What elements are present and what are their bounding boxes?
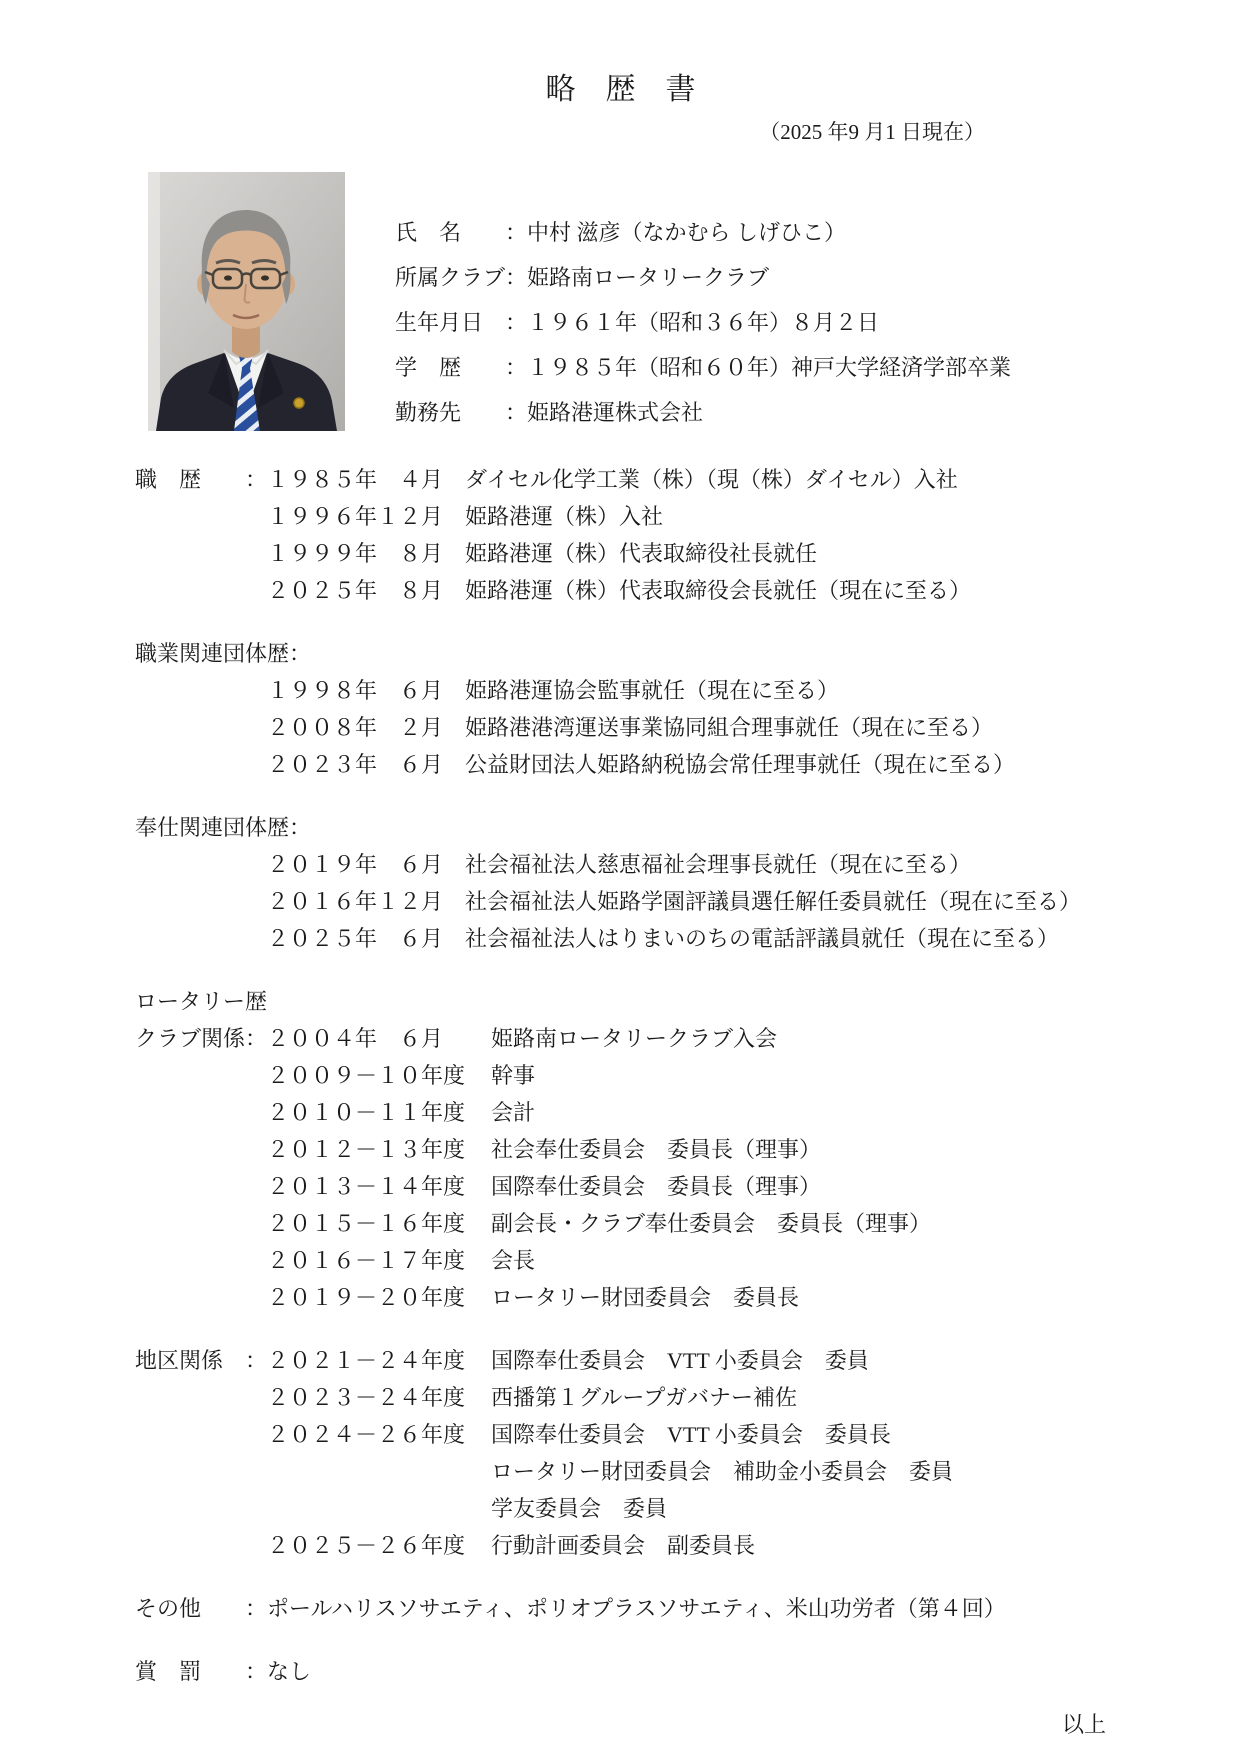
- portrait-photo: [148, 172, 345, 431]
- term: ２０１０－１１年度: [267, 1100, 466, 1125]
- profile-value: 姫路南ロータリークラブ: [527, 265, 770, 290]
- district-row: [135, 1490, 1106, 1527]
- page-title: 略 歴 書: [545, 73, 696, 106]
- label-spacer: [135, 1416, 267, 1453]
- label-spacer: [135, 1094, 267, 1131]
- label-spacer: [135, 1057, 267, 1094]
- entry-text: 姫路港運（株）入社: [465, 504, 664, 529]
- label-spacer: [135, 883, 267, 920]
- term: ２０１６－１７年度: [267, 1248, 466, 1273]
- entry-date: １９９９年 ８月: [267, 541, 444, 566]
- career-label: 職 歴 ：: [135, 467, 268, 492]
- resume-body: [135, 461, 1106, 1743]
- district-label: 地区関係 ：: [135, 1348, 268, 1373]
- entry-text: ダイセル化学工業（株）（現（株）ダイセル）入社: [465, 467, 958, 492]
- term: ２０２５－２６年度: [267, 1533, 466, 1558]
- rotary-club-label: クラブ関係：: [135, 1026, 268, 1051]
- entry-date: ２０２５年 ８月: [267, 578, 444, 603]
- label-spacer: [135, 846, 267, 883]
- entry-date: １９８５年 ４月: [267, 467, 444, 492]
- profile-value: １９８５年（昭和６０年）神戸大学経済学部卒業: [527, 355, 1012, 380]
- term: ２０２１－２４年度: [267, 1348, 466, 1373]
- profile-row-birthdate: [395, 300, 1011, 345]
- career-row: [135, 572, 1106, 609]
- label-spacer: [135, 1131, 267, 1168]
- label-spacer: [135, 746, 267, 783]
- role-text: ロータリー財団委員会 補助金小委員会 委員: [491, 1459, 954, 1484]
- section-rotary: [135, 983, 1106, 1316]
- entry-text: 公益財団法人姫路納税協会常任理事就任（現在に至る）: [465, 752, 1016, 777]
- profile-row-name: [395, 210, 1011, 255]
- label-spacer: [135, 1205, 267, 1242]
- reward-value: なし: [267, 1659, 312, 1684]
- date-note: （2025 年9 月1 日現在）: [759, 120, 985, 144]
- profile-value: １９６１年（昭和３６年）８月２日: [527, 310, 880, 335]
- entry-date: ２００４年 ６月: [267, 1026, 444, 1051]
- term: ２００９－１０年度: [267, 1063, 466, 1088]
- business-org-row: [135, 672, 1106, 709]
- label-spacer: [135, 1168, 267, 1205]
- district-row: [135, 1379, 1106, 1416]
- profile-row-club: [395, 255, 1011, 300]
- district-row: [135, 1527, 1106, 1564]
- entry-date: ２０１９年 ６月: [267, 852, 444, 877]
- profile-value: 中村 滋彦（なかむら しげひこ）: [527, 220, 847, 245]
- label-spacer: [135, 920, 267, 957]
- entry-date: １９９８年 ６月: [267, 678, 444, 703]
- service-org-row: [135, 846, 1106, 883]
- rotary-club-row: [135, 1279, 1106, 1316]
- header-block: [135, 172, 1106, 435]
- entry-text: 社会福祉法人はりまいのちの電話評議員就任（現在に至る）: [465, 926, 1060, 951]
- term: ２０２３－２４年度: [267, 1385, 466, 1410]
- profile-label: 勤務先 ：: [395, 400, 528, 425]
- business-org-row: [135, 746, 1106, 783]
- entry-date: ２０１６年１２月: [267, 889, 444, 914]
- entry-text: 姫路港運（株）代表取締役会長就任（現在に至る）: [465, 578, 972, 603]
- face: [204, 227, 288, 329]
- role-text: 会長: [491, 1248, 536, 1273]
- entry-date: ２０２５年 ６月: [267, 926, 444, 951]
- rotary-club-row: [135, 1242, 1106, 1279]
- business-org-row: [135, 709, 1106, 746]
- label-spacer: [135, 1242, 267, 1279]
- rotary-club-row: [135, 1094, 1106, 1131]
- label-spacer: [135, 1527, 267, 1564]
- term: ２０１２－１３年度: [267, 1137, 466, 1162]
- profile-label: 氏 名 ：: [395, 220, 528, 245]
- rotary-club-row: [135, 1205, 1106, 1242]
- section-business-orgs: [135, 635, 1106, 783]
- section-district: [135, 1342, 1106, 1564]
- career-row: [135, 461, 1106, 498]
- profile-row-employer: [395, 390, 1011, 435]
- term: [267, 1490, 491, 1527]
- entry-date: １９９６年１２月: [267, 504, 444, 529]
- term: ２０１９－２０年度: [267, 1285, 466, 1310]
- role-text: 学友委員会 委員: [491, 1496, 668, 1521]
- role-text: 幹事: [491, 1063, 536, 1088]
- other-row: [135, 1590, 1106, 1627]
- profile-row-education: [395, 345, 1011, 390]
- section-career: [135, 461, 1106, 609]
- rotary-club-row: [135, 1168, 1106, 1205]
- closing-text: 以上: [1061, 1712, 1106, 1737]
- entry-text: 社会福祉法人姫路学園評議員選任解任委員就任（現在に至る）: [465, 889, 1082, 914]
- section-service-orgs: [135, 809, 1106, 957]
- section-heading: 奉仕関連団体歴：: [135, 815, 312, 840]
- profile-label: 生年月日 ：: [395, 310, 528, 335]
- rotary-heading: ロータリー歴: [135, 989, 268, 1014]
- entry-text: 姫路港運（株）代表取締役社長就任: [465, 541, 818, 566]
- term: [267, 1453, 491, 1490]
- other-label: その他 ：: [135, 1596, 268, 1621]
- district-row: [135, 1416, 1106, 1453]
- role-text: 国際奉仕委員会 VTT 小委員会 委員長: [491, 1422, 891, 1447]
- service-org-row: [135, 920, 1106, 957]
- profile-block: [395, 172, 1011, 435]
- role-text: 会計: [491, 1100, 536, 1125]
- role-text: ロータリー財団委員会 委員長: [491, 1285, 800, 1310]
- term: ２０１５－１６年度: [267, 1211, 466, 1236]
- section-other: [135, 1590, 1106, 1627]
- label-spacer: [135, 498, 267, 535]
- label-spacer: [135, 1453, 267, 1490]
- reward-row: [135, 1653, 1106, 1690]
- rotary-club-row: [135, 1057, 1106, 1094]
- career-row: [135, 498, 1106, 535]
- entry-text: 姫路南ロータリークラブ入会: [491, 1026, 778, 1051]
- service-org-row: [135, 883, 1106, 920]
- label-spacer: [135, 572, 267, 609]
- label-spacer: [135, 709, 267, 746]
- label-spacer: [135, 672, 267, 709]
- entry-date: ２００８年 ２月: [267, 715, 444, 740]
- rotary-club-row: [135, 1020, 1106, 1057]
- label-spacer: [135, 1379, 267, 1416]
- role-text: 副会長・クラブ奉仕委員会 委員長（理事）: [491, 1211, 932, 1236]
- entry-text: 社会福祉法人慈恵福祉会理事長就任（現在に至る）: [465, 852, 972, 877]
- entry-date: ２０２３年 ６月: [267, 752, 444, 777]
- rotary-club-row: [135, 1131, 1106, 1168]
- profile-value: 姫路港運株式会社: [527, 400, 704, 425]
- role-text: 社会奉仕委員会 委員長（理事）: [491, 1137, 822, 1162]
- section-heading: 職業関連団体歴：: [135, 641, 312, 666]
- label-spacer: [135, 1490, 267, 1527]
- lapel-pin-icon: [294, 398, 304, 408]
- label-spacer: [135, 535, 267, 572]
- role-text: 行動計画委員会 副委員長: [491, 1533, 756, 1558]
- term: ２０１３－１４年度: [267, 1174, 466, 1199]
- section-reward: [135, 1653, 1106, 1690]
- label-spacer: [135, 1279, 267, 1316]
- role-text: 国際奉仕委員会 VTT 小委員会 委員: [491, 1348, 869, 1373]
- role-text: 西播第１グループガバナー補佐: [491, 1385, 798, 1410]
- term: ２０２４－２６年度: [267, 1422, 466, 1447]
- district-row: [135, 1342, 1106, 1379]
- profile-label: 学 歴 ：: [395, 355, 528, 380]
- other-value: ポールハリスソサエティ、ポリオプラスソサエティ、米山功労者（第４回）: [267, 1596, 1006, 1621]
- entry-text: 姫路港運協会監事就任（現在に至る）: [465, 678, 840, 703]
- reward-label: 賞 罰 ：: [135, 1659, 268, 1684]
- role-text: 国際奉仕委員会 委員長（理事）: [491, 1174, 822, 1199]
- district-row: [135, 1453, 1106, 1490]
- entry-text: 姫路港港湾運送事業協同組合理事就任（現在に至る）: [465, 715, 994, 740]
- portrait-illustration: [148, 172, 345, 431]
- profile-label: 所属クラブ：: [395, 265, 528, 290]
- career-row: [135, 535, 1106, 572]
